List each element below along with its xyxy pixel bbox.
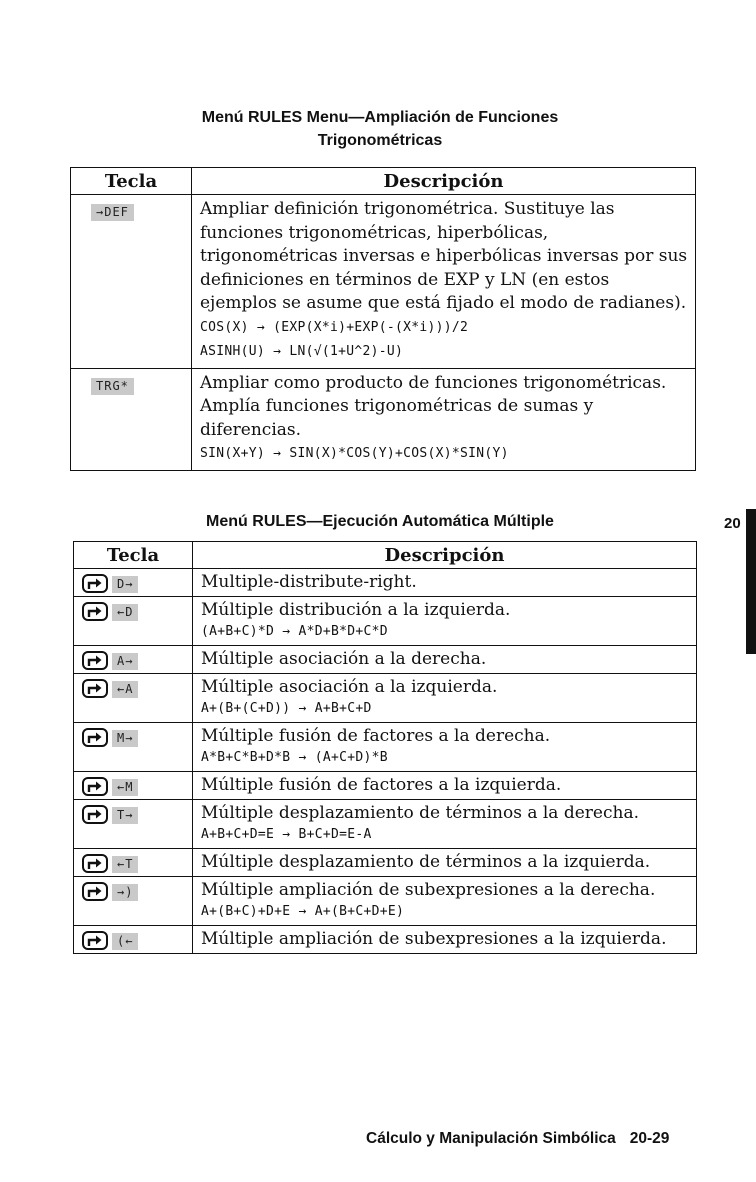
menu-key[interactable]: ←T — [112, 856, 138, 873]
key-cell — [74, 877, 193, 926]
table-row — [71, 368, 696, 471]
desc-cell — [193, 597, 697, 646]
table-row — [71, 195, 696, 369]
right-shift-key-icon[interactable] — [82, 805, 108, 824]
key-cell — [74, 569, 193, 597]
col-header-desc: Descripción — [193, 542, 697, 569]
key-cell — [74, 849, 193, 877]
multiple-execution-table — [73, 541, 697, 954]
table-header-row — [71, 168, 696, 195]
menu-key-trg[interactable]: TRG* — [91, 378, 134, 395]
example-code: A+(B+(C+D)) → A+B+C+D — [201, 701, 372, 716]
col-header-desc: Descripción — [192, 168, 696, 195]
example-code: A*B+C*B+D*B → (A+C+D)*B — [201, 750, 388, 765]
key-cell — [74, 723, 193, 772]
desc-cell — [192, 368, 696, 471]
desc-cell — [193, 569, 697, 597]
menu-key-def[interactable]: →DEF — [91, 204, 134, 221]
example-code: SIN(X+Y) → SIN(X)*COS(Y)+COS(X)*SIN(Y) — [200, 446, 509, 461]
description-text: Múltiple asociación a la izquierda. — [201, 677, 498, 697]
desc-cell — [193, 646, 697, 674]
page-number: 20-29 — [629, 1130, 670, 1147]
desc-cell — [193, 723, 697, 772]
menu-key[interactable]: M→ — [112, 730, 138, 747]
key-cell — [74, 800, 193, 849]
example-code: COS(X) → (EXP(X*i)+EXP(-(X*i)))/2 — [200, 319, 469, 335]
desc-cell — [193, 849, 697, 877]
desc-cell — [192, 195, 696, 369]
right-shift-key-icon[interactable] — [82, 728, 108, 747]
description-text: Múltiple distribución a la izquierda. — [201, 600, 511, 620]
key-cell — [74, 646, 193, 674]
right-shift-key-icon[interactable] — [82, 574, 108, 593]
right-shift-key-icon[interactable] — [82, 854, 108, 873]
example-code: (A+B+C)*D → A*D+B*D+C*D — [201, 624, 388, 639]
key-cell — [74, 772, 193, 800]
right-shift-key-icon[interactable] — [82, 777, 108, 796]
table-header-row — [74, 542, 697, 569]
menu-key[interactable]: ←D — [112, 604, 138, 621]
right-shift-key-icon[interactable] — [82, 679, 108, 698]
table-row — [74, 723, 697, 772]
table1-title-line1: Menú RULES Menu—Ampliación de Funciones — [201, 109, 559, 126]
right-shift-key-icon[interactable] — [82, 882, 108, 901]
footer-title: Cálculo y Manipulación Simbólica — [366, 1130, 616, 1147]
example-code: A+B+C+D=E → B+C+D=E-A — [201, 827, 372, 842]
description-text: Múltiple asociación a la derecha. — [201, 649, 487, 669]
description-text: Múltiple ampliación de subexpresiones a la derecha. — [201, 880, 656, 900]
chapter-tab-bar — [746, 509, 756, 654]
menu-key[interactable]: (← — [112, 933, 138, 950]
table-row — [74, 597, 697, 646]
menu-key[interactable]: ←A — [112, 681, 138, 698]
description-text: Múltiple ampliación de subexpresiones a la izquierda. — [201, 929, 667, 949]
table-row — [74, 646, 697, 674]
description-text: Múltiple desplazamiento de términos a la derecha. — [201, 803, 639, 823]
description-text: Múltiple fusión de factores a la izquierda. — [201, 775, 562, 795]
example-code: A+(B+C)+D+E → A+(B+C+D+E) — [201, 904, 405, 919]
key-cell — [71, 368, 192, 471]
col-header-key: Tecla — [74, 542, 193, 569]
table1-title-line2: Trigonométricas — [317, 132, 443, 149]
menu-key[interactable]: D→ — [112, 576, 138, 593]
example-code: ASINH(U) → LN(√(1+U^2)-U) — [200, 343, 404, 359]
chapter-tab-number: 20 — [724, 515, 741, 532]
menu-key[interactable]: T→ — [112, 807, 138, 824]
key-cell — [74, 674, 193, 723]
menu-key[interactable]: ←M — [112, 779, 138, 796]
table-row — [74, 800, 697, 849]
table1-title — [0, 106, 756, 152]
right-shift-key-icon[interactable] — [82, 602, 108, 621]
key-cell — [74, 597, 193, 646]
table-row — [74, 674, 697, 723]
table-row — [74, 849, 697, 877]
menu-key[interactable]: A→ — [112, 653, 138, 670]
desc-cell — [193, 772, 697, 800]
description-text: Ampliar definición trigonométrica. Sustituye las funciones trigonométricas, hiperbólicas, trigonométricas inversas e hiperbólicas inversas por sus definiciones en términos de EXP y LN (en estos ejemplos se asume que está fijado el modo de radianes). — [200, 199, 688, 313]
table-row — [74, 877, 697, 926]
key-cell — [71, 195, 192, 369]
expand-trig-table — [70, 167, 696, 471]
description-text: Multiple-distribute-right. — [201, 572, 417, 592]
desc-cell — [193, 674, 697, 723]
desc-cell — [193, 926, 697, 954]
description-text: Múltiple desplazamiento de términos a la izquierda. — [201, 852, 651, 872]
description-text: Múltiple fusión de factores a la derecha. — [201, 726, 551, 746]
desc-cell — [193, 877, 697, 926]
table-row — [74, 569, 697, 597]
col-header-key: Tecla — [71, 168, 192, 195]
table-row — [74, 926, 697, 954]
menu-key[interactable]: →) — [112, 884, 138, 901]
page-footer — [366, 1130, 669, 1148]
right-shift-key-icon[interactable] — [82, 931, 108, 950]
description-text: Ampliar como producto de funciones trigonométricas. Amplía funciones trigonométricas de sumas y diferencias. — [200, 372, 667, 440]
desc-cell — [193, 800, 697, 849]
key-cell — [74, 926, 193, 954]
table2-title: Menú RULES—Ejecución Automática Múltiple — [206, 513, 554, 530]
right-shift-key-icon[interactable] — [82, 651, 108, 670]
table-row — [74, 772, 697, 800]
